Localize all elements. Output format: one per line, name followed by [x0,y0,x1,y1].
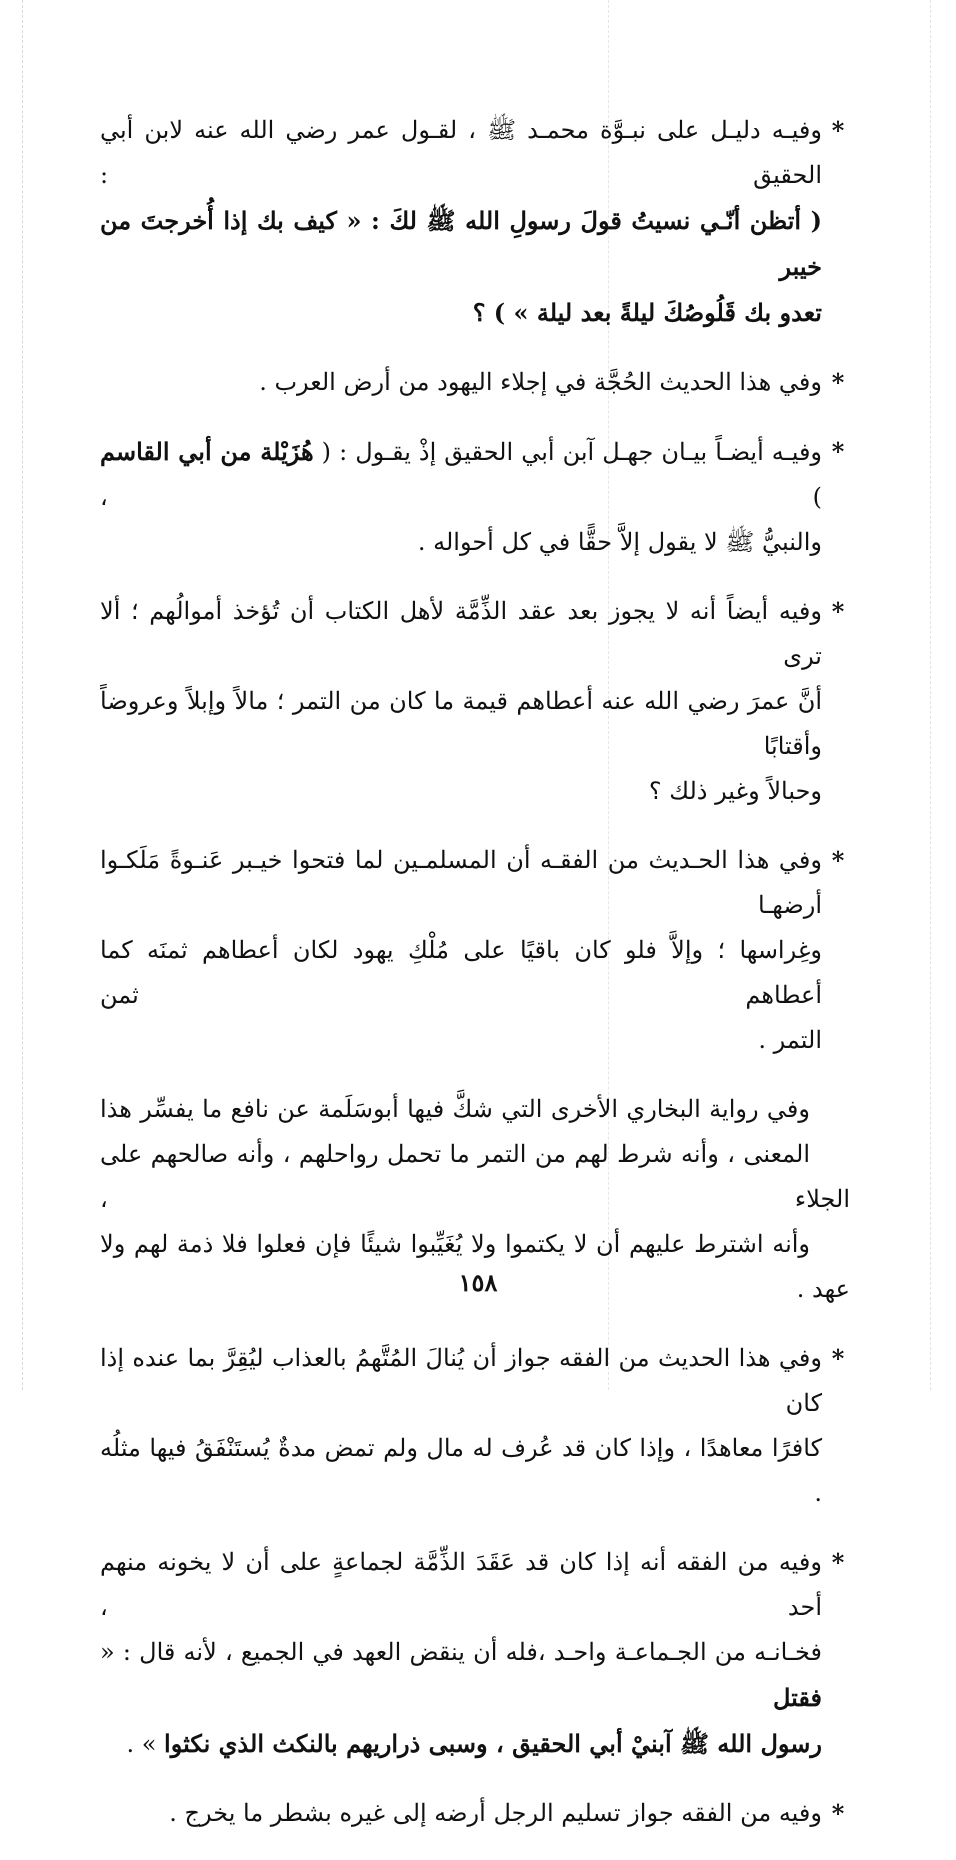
bold-text-segment: فقتل [772,1683,822,1712]
text-segment: وفيه أيضاً أنه لا يجوز بعد عقد الذِّمَّة لأهل الكتاب أن تُؤخذ أموالُهم ؛ ألا ترى [100,597,822,670]
text-segment: وفي هذا الحـديث من الفقـه أن المسلمـين لما فتحوا خيـبر عَنـوةً مَلَكـوا أرضهـا [100,846,822,919]
text-segment: » . [126,1730,165,1758]
text-line [100,290,822,336]
bullet-marker: * [831,437,845,466]
text-line [100,589,822,679]
text-line [100,429,822,520]
text-line [100,1791,822,1836]
text-line [100,108,822,198]
text-segment: التمر . [758,1026,822,1054]
text-line [100,1018,822,1063]
bold-text-segment: تعدو بك قَلُوصُكَ ليلةً بعد ليلة » ) ؟ [472,298,822,327]
paragraph [100,360,850,405]
text-line [100,1336,822,1426]
text-line [100,1132,850,1222]
text-line [100,1426,822,1516]
paragraph [100,1336,850,1516]
body-text [100,108,850,1860]
text-line [100,769,822,814]
paragraph [100,1540,850,1767]
text-line [100,520,822,565]
text-line [100,838,822,928]
text-segment: والنبيُّ ﷺ لا يقول إلاَّ حقًّا في كل أحواله . [417,528,822,556]
text-line [100,679,822,769]
text-segment: وغِراسها ؛ وإلاَّ فلو كان باقيًا على مُلْكِ يهود لكان أعطاهم ثمنَه كما أعطاهم ثمن [100,936,822,1009]
bullet-marker: * [831,597,845,626]
text-line [100,1721,822,1767]
text-segment: وحبالاً وغير ذلك ؟ [648,777,822,805]
text-segment: وفي هذا الحديث الحُجَّة في إجلاء اليهود من أرض العرب . [259,368,822,396]
text-line [100,1630,822,1721]
bullet-marker: * [831,846,845,875]
text-line [100,1540,822,1630]
text-segment: وفيـه دليـل على نبـوَّة محمـد ﷺ ، لقـول عمر رضي الله عنه لابن أبي الحقيق : [100,116,822,189]
text-segment: وفي هذا الحديث من الفقه جواز أن يُنالَ المُتَّهمُ بالعذاب ليُقِرَّ بما عنده إذا كان [100,1344,822,1417]
paragraph [100,429,850,565]
paragraph [100,838,850,1063]
text-line [100,1087,850,1132]
bold-text-segment: رسول الله ﷺ آبنيْ أبي الحقيق ، وسبى ذراريهم بالنكث الذي نكثوا [164,1729,822,1758]
text-segment: ) ، [100,483,822,511]
paragraph [100,1791,850,1836]
text-segment: المعنى ، وأنه شرط لهم من التمر ما تحمل رواحلهم ، وأنه صالحهم على الجلاء ، [100,1140,850,1213]
bullet-marker: * [831,116,845,145]
bullet-marker: * [831,368,845,397]
scan-artifact-line [22,0,23,1390]
text-segment: فخـانـه من الجـماعـة واحـد ،فله أن ينقض العهد في الجميع ، لأنه قال : « [100,1638,822,1666]
text-segment: وفي رواية البخاري الأخرى التي شكَّ فيها أبوسَلَمة عن نافع ما يفسِّر هذا [100,1095,810,1123]
page-number: ١٥٨ [458,1268,498,1297]
bullet-marker: * [831,1344,845,1373]
paragraph [100,108,850,336]
text-line [100,928,822,1018]
bold-text-segment: هُزَيْلة من أبي القاسم [100,437,314,466]
bullet-marker: * [831,1799,845,1828]
text-segment: أنَّ عمرَ رضي الله عنه أعطاهم قيمة ما كان من التمر ؛ مالاً وإبلاً وعروضاً وأقتابًا [100,687,822,760]
text-segment: وفيه من الفقه جواز تسليم الرجل أرضه إلى غيره بشطر ما يخرج . [169,1799,822,1827]
bold-text-segment: ( أتظن أنّـي نسيتُ قولَ رسولِ الله ﷺ لكَ : « كيف بك إذا أُخرجتَ من خيبر [100,206,823,281]
text-segment: وفيه من الفقه أنه إذا كان قد عَقَدَ الذِّمَّة لجماعةٍ على أن لا يخونه منهم أحد ، [100,1548,822,1621]
text-line [100,1222,850,1312]
text-line [100,360,822,405]
text-line [100,198,822,290]
text-segment: وفيـه أيضـاً بيـان جهـل آبن أبي الحقيق إذْ يقـول : ( [313,438,823,466]
text-segment: كافرًا معاهدًا ، وإذا كان قد عُرف له مال ولم تمض مدةٌ يُستَنْفَقُ فيها مثلُه . [100,1434,822,1507]
text-segment: وأنه اشترط عليهم أن لا يكتموا ولا يُغَيِّبوا شيئًا فإن فعلوا فلا ذمة لهم ولا عهد . [100,1230,850,1303]
scan-artifact-line [930,0,931,1390]
paragraph [100,589,850,814]
bullet-marker: * [831,1548,845,1577]
